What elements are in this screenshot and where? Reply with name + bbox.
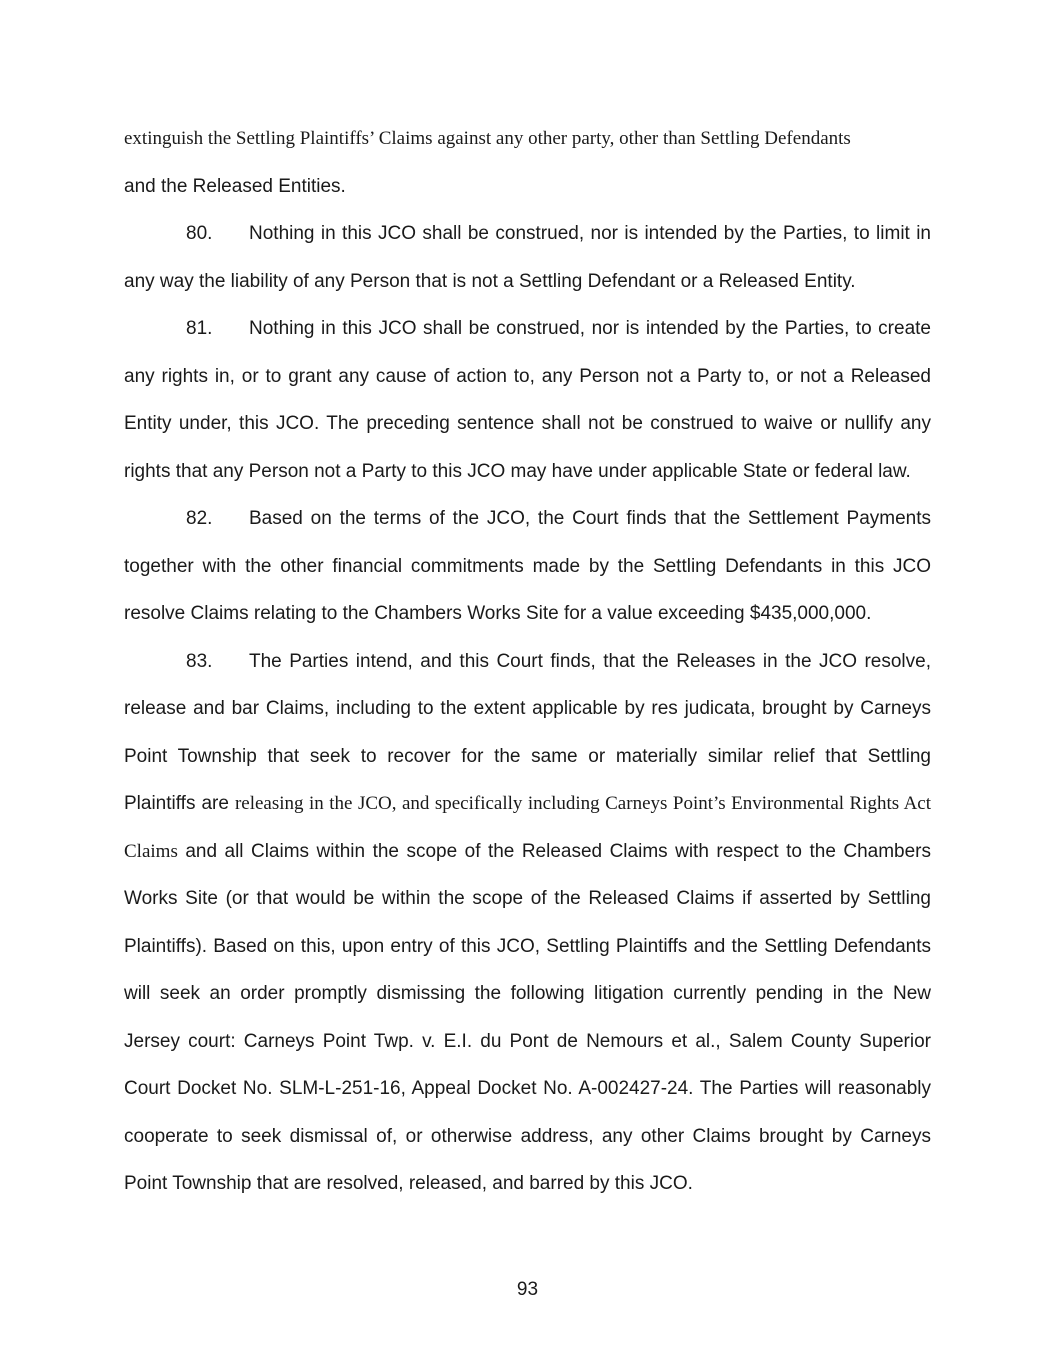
page-number: 93 (516, 1279, 539, 1300)
paragraph-text-part-a: The Parties intend, and this Court finds, that the Releases in the JCO resolve, release and bar Claims, including to the extent applicable by res judicata, brought by Carneys Point Township that seek to recover for the same or materially similar relief that Settling Plaintiffs are (124, 650, 931, 814)
paragraph-83 (124, 638, 931, 1208)
paragraph-82 (124, 495, 931, 638)
paragraph-number: 82. (186, 508, 213, 529)
paragraph-text: Nothing in this JCO shall be construed, nor is intended by the Parties, to create any rights in, or to grant any cause of action to, any Person not a Party to, or not a Released Entity under, this JCO. The preceding sentence shall not be construed to waive or nullify any rights that any Person not a Party to this JCO may have under applicable State or federal law. (124, 318, 931, 482)
paragraph-text: Based on the terms of the JCO, the Court finds that the Settlement Payments together with the other financial commitments made by the Settling Defendants in this JCO resolve Claims relating to the Chambers Works Site for a value exceeding $435,000,000. (124, 508, 931, 624)
paragraph-number: 81. (186, 318, 213, 339)
paragraph-text-part-c: and all Claims within the scope of the Released Claims with respect to the Chambers Works Site (or that would be within the scope of the Released Claims if asserted by Settling Plaintiffs). Based on this, upon entry of this JCO, Settling Plaintiffs and the Settling Defendants will seek an order promptly dismissing the following litigation currently pending in the New Jersey court: Carneys Point Twp. v. E.I. du Pont de Nemours et al., Salem County Superior Court Docket No. SLM-L-251-16, Appeal Docket No. A-002427-24. The Parties will reasonably cooperate to seek dismissal of, or otherwise address, any other Claims brought by Carneys Point Township that are resolved, released, and barred by this JCO. (124, 840, 932, 1194)
document-body (124, 115, 931, 1208)
continuation-line-2: and the Released Entities. (124, 175, 346, 197)
paragraph-text-part-b: releasing in the JCO, and specifically including Carneys Point’s Environmental Rights Act Claims (124, 793, 932, 862)
paragraph-80 (124, 210, 931, 305)
paragraph-81 (124, 305, 931, 495)
paragraph-text: Nothing in this JCO shall be construed, nor is intended by the Parties, to limit in any way the liability of any Person that is not a Settling Defendant or a Released Entity. (124, 223, 931, 292)
paragraph-number: 83. (186, 650, 213, 672)
continuation-line-1: extinguish the Settling Plaintiffs’ Claims against any other party, other than Settling Defendants (124, 128, 851, 149)
paragraph-number: 80. (186, 223, 213, 244)
